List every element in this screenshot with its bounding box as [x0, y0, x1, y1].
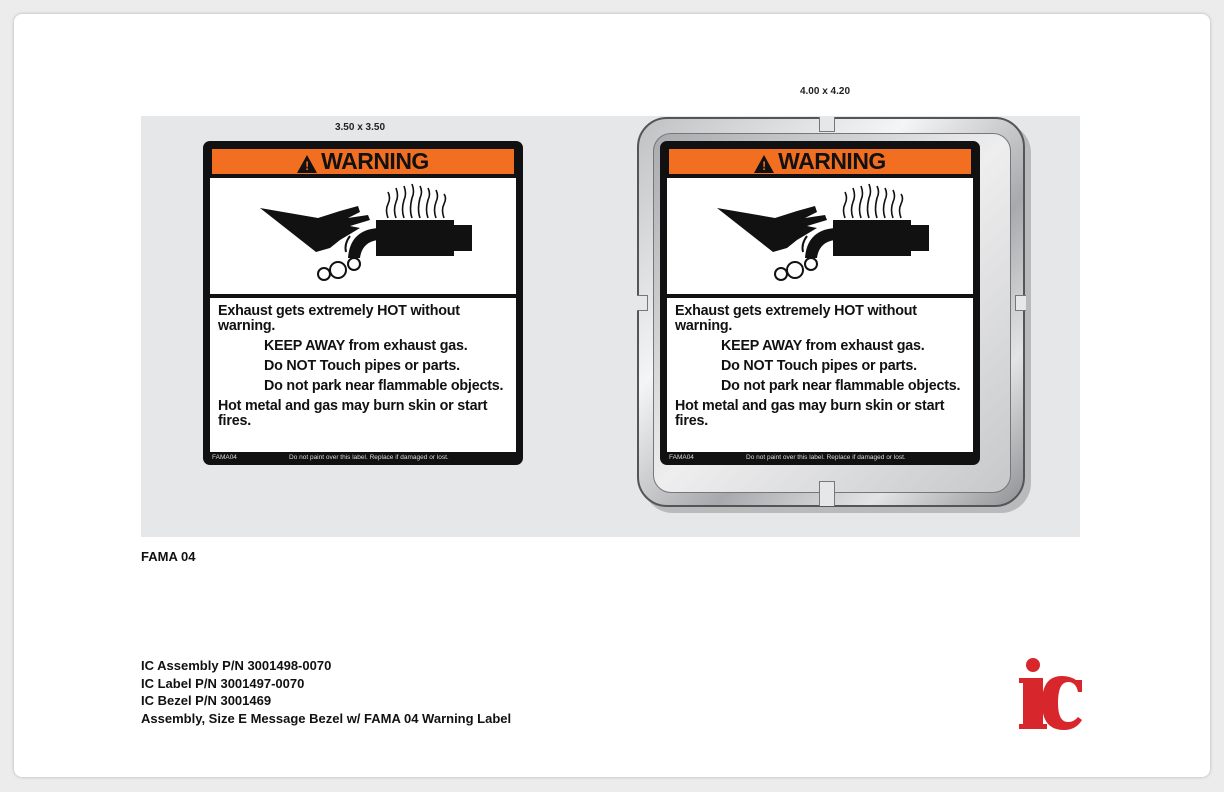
label-message [210, 298, 516, 452]
footer-code: FAMA04 [212, 454, 237, 461]
message-line-4: Do not park near flammable objects. [264, 378, 504, 394]
label-header [667, 147, 973, 174]
footer-note: Do not paint over this label. Replace if damaged or lost. [289, 454, 449, 461]
message-line-1: Exhaust gets extremely HOT without warning. [675, 303, 917, 334]
assembly-description: Assembly, Size E Message Bezel w/ FAMA 04 Warning Label [141, 710, 512, 726]
label-header [210, 147, 516, 174]
message-line-3: Do NOT Touch pipes or parts. [264, 358, 460, 374]
message-line-5: Hot metal and gas may burn skin or start fires. [218, 398, 488, 429]
assembly-pn: IC Assembly P/N 3001498-0070 [141, 658, 332, 673]
bezel-notch-left [637, 295, 648, 311]
bezel-notch-top [819, 117, 835, 132]
message-line-5: Hot metal and gas may burn skin or start fires. [675, 398, 945, 429]
label-header-text: WARNING [778, 148, 886, 174]
message-line-3: Do NOT Touch pipes or parts. [721, 358, 917, 374]
footer-code: FAMA04 [669, 454, 694, 461]
document-title: FAMA 04 [141, 549, 196, 564]
hand-exhaust-pipe-heat-icon [667, 178, 973, 294]
bezel-pn: IC Bezel P/N 3001469 [141, 693, 272, 708]
label-dimension: 3.50 x 3.50 [334, 122, 386, 133]
label-footer [210, 453, 516, 463]
label-footer [667, 453, 973, 463]
ic-logo [1019, 658, 1084, 730]
label-pictogram [667, 178, 973, 294]
bezel-dimension: 4.00 x 4.20 [799, 86, 851, 97]
footer-note: Do not paint over this label. Replace if damaged or lost. [746, 454, 906, 461]
warning-triangle-icon [297, 155, 317, 173]
part-info [141, 657, 511, 727]
message-line-2: KEEP AWAY from exhaust gas. [264, 338, 468, 354]
label-pictogram [210, 178, 516, 294]
warning-label-left [203, 141, 523, 465]
message-line-1: Exhaust gets extremely HOT without warning. [218, 303, 460, 334]
message-line-4: Do not park near flammable objects. [721, 378, 961, 394]
bezel-notch-right [1015, 295, 1026, 311]
label-pn: IC Label P/N 3001497-0070 [141, 675, 305, 691]
bezel-notch-bottom [819, 481, 835, 506]
label-message [667, 298, 973, 452]
label-header-text: WARNING [321, 148, 429, 174]
warning-triangle-icon [754, 155, 774, 173]
hand-exhaust-pipe-heat-icon [210, 178, 516, 294]
warning-label-right [660, 141, 980, 465]
message-line-2: KEEP AWAY from exhaust gas. [721, 338, 925, 354]
